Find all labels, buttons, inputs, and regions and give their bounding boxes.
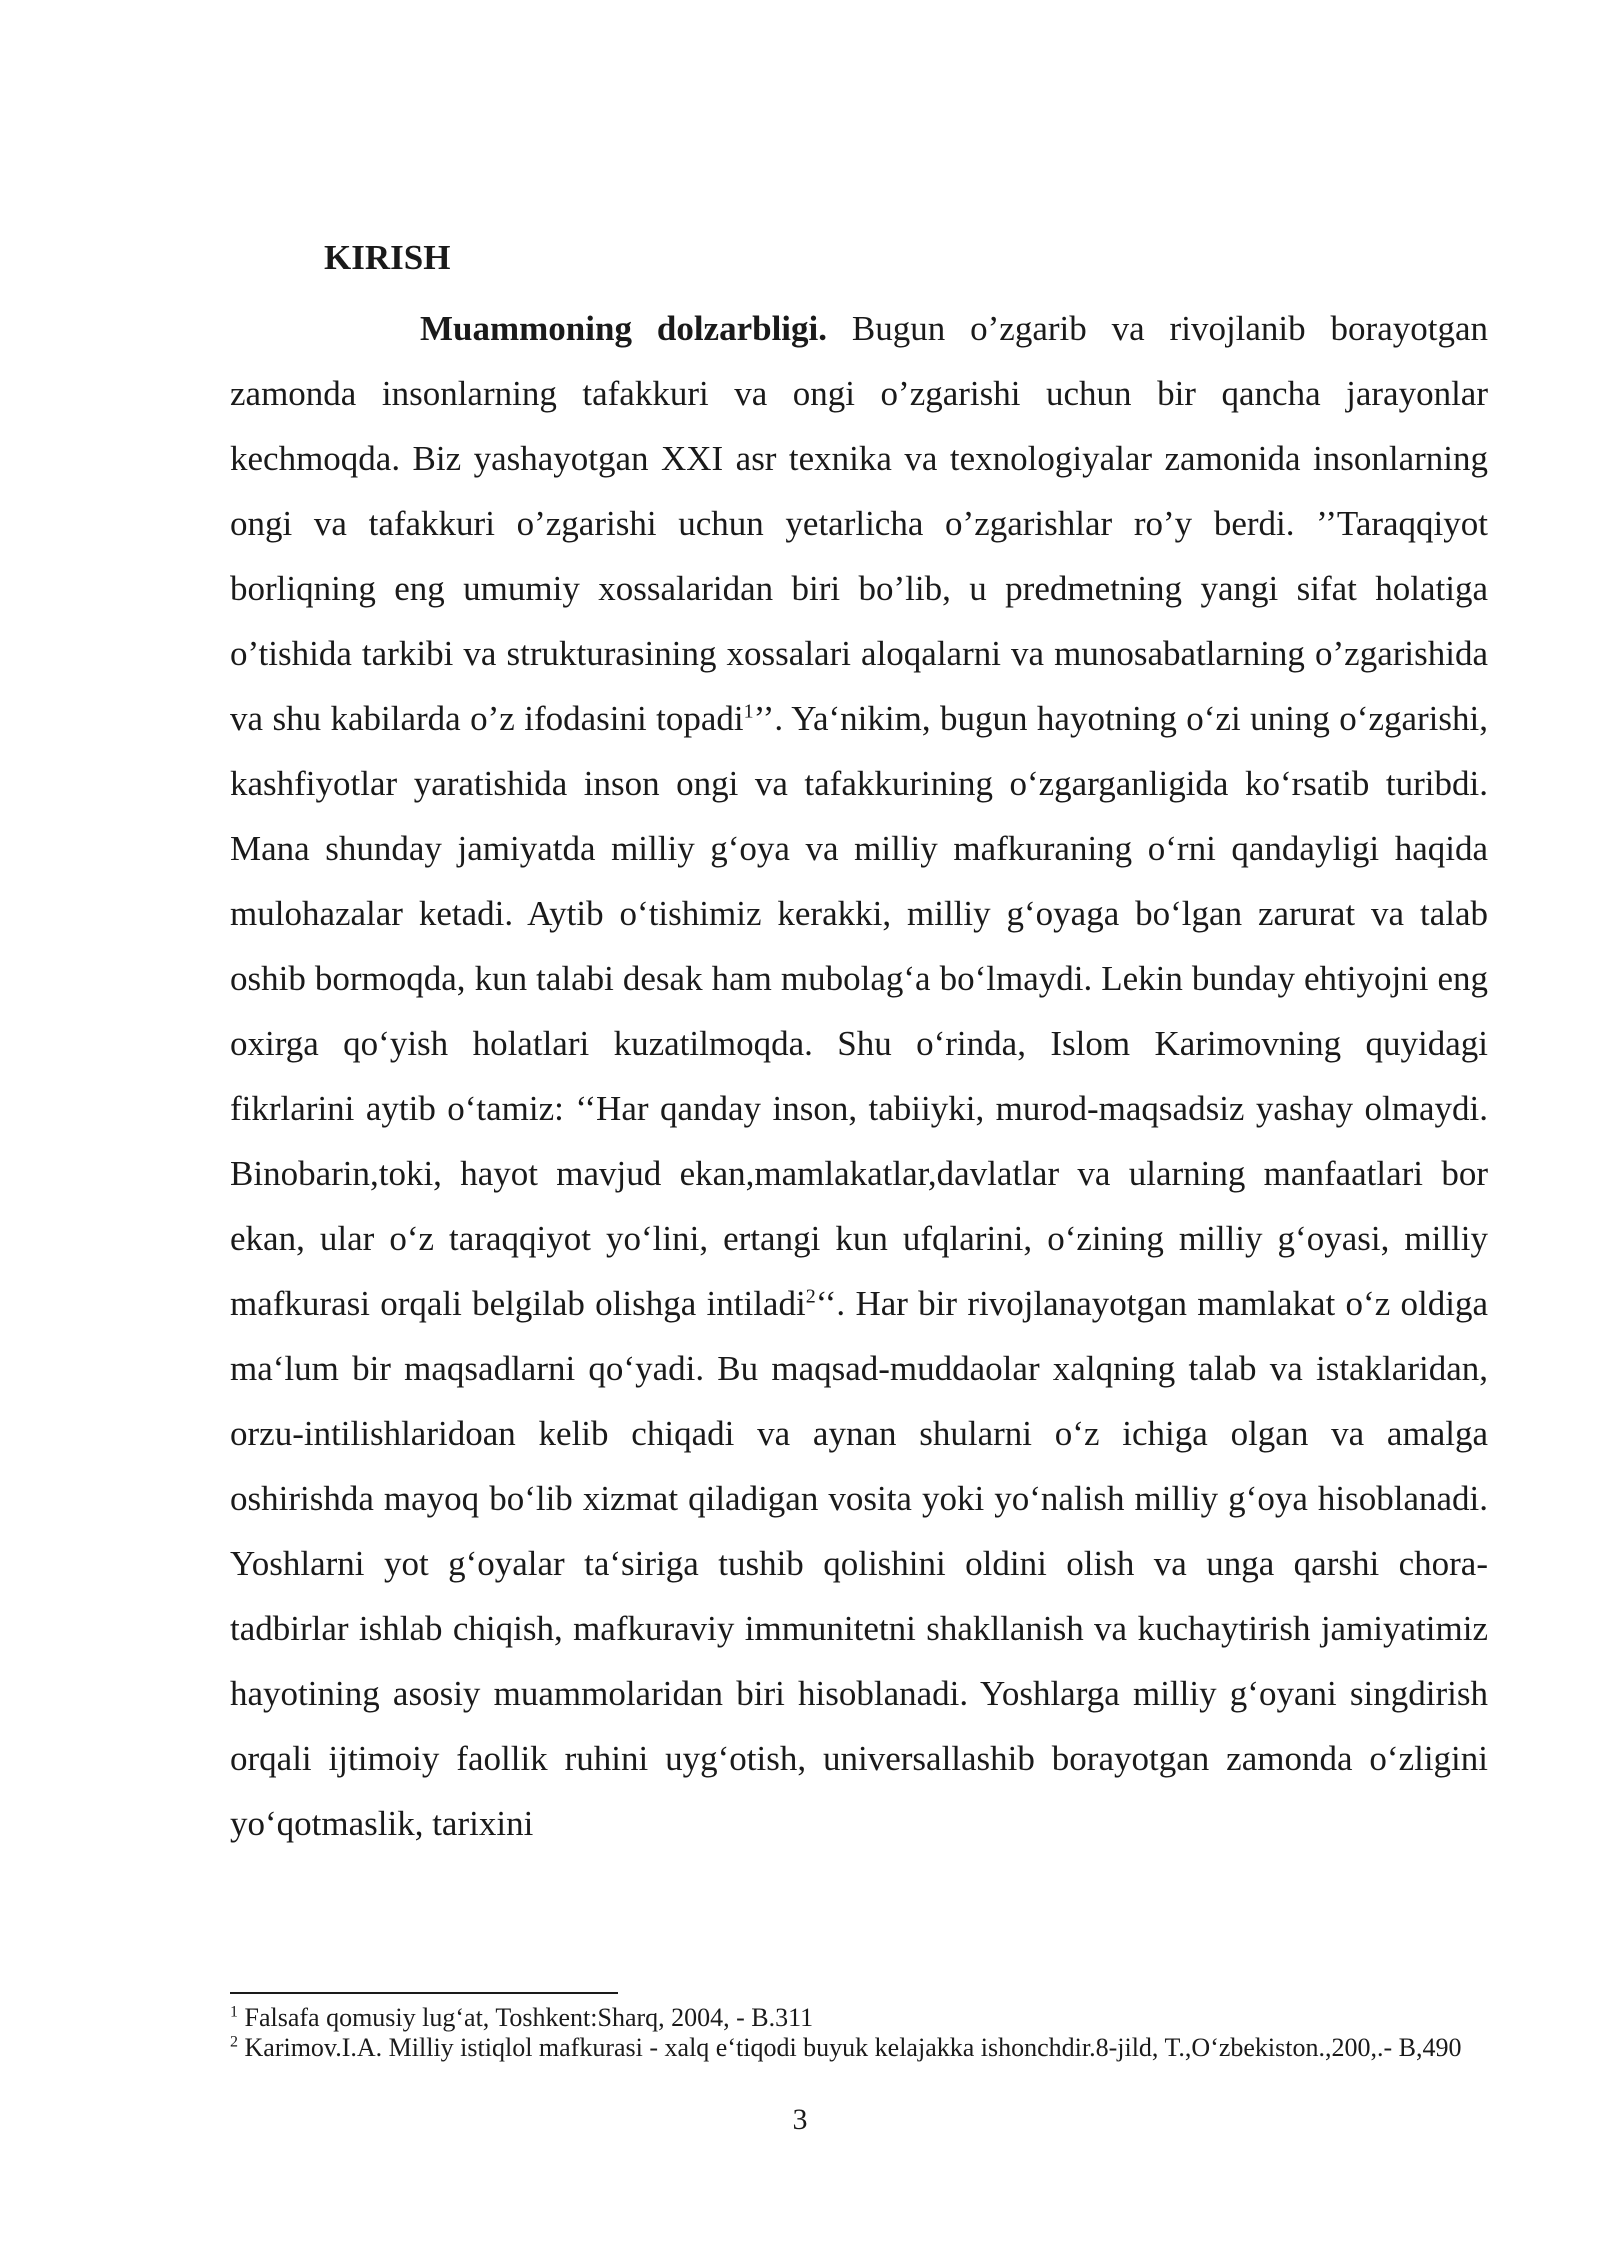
footnote-2 (230, 2033, 1488, 2063)
footnote-mark-1: 1 (230, 2003, 238, 2021)
footnote-ref-1[interactable]: 1 (743, 700, 754, 723)
paragraph-text-2: ’’. Ya‘nikim, bugun hayotning o‘zi uning o‘zgarishi, kashfiyotlar yaratishida inson ongi va tafakkurining o‘zgarganligida ko‘rsatib turibdi. Mana shunday jamiyatda milliy g‘oya va milliy mafkuraning o‘rni qandayligi haqida mulohazalar ketadi. Aytib o‘tishimiz kerakki, milliy g‘oyaga bo‘lgan zarurat va talab oshib bormoqda, kun talabi desak ham mubolag‘a bo‘lmaydi. Lekin bunday ehtiyojni eng oxirga qo‘yish holatlari kuzatilmoqda. Shu o‘rinda, Islom Karimovning quyidagi fikrlarini aytib o‘tamiz: ‘‘Har qanday inson, tabiiyki, murod-maqsadsiz yashay olmaydi. Binobarin,toki, hayot mavjud ekan,mamlakatlar,davlatlar va ularning manfaatlari bor ekan, ular o‘z taraqqiyot yo‘lini, ertangi kun ufqlarini, o‘zining milliy g‘oyasi, milliy mafkurasi orqali belgilab olishga intiladi (230, 699, 1488, 1323)
footnote-mark-2: 2 (230, 2033, 238, 2051)
footnote-ref-2[interactable]: 2 (805, 1285, 816, 1308)
body-paragraph (230, 296, 1488, 1856)
page-number: 3 (792, 2103, 808, 2136)
footnotes (230, 2003, 1488, 2063)
footnote-text-2: Karimov.I.A. Milliy istiqlol mafkurasi - xalq e‘tiqodi buyuk kelajakka ishonchdir.8-jild, T.,O‘zbekiston.,200,.- B,490 (238, 2033, 1462, 2062)
paragraph-text-1: Bugun o’zgarib va rivojlanib borayotgan zamonda insonlarning tafakkuri va ongi o’zgarishi uchun bir qancha jarayonlar kechmoqda. Biz yashayotgan XXI asr texnika va texnologiyalar zamonida insonlarning ongi va tafakkuri o’zgarishi uchun yetarlicha o’zgarishlar ro’y berdi. ’’Taraqqiyot borliqning eng umumiy xossalaridan biri bo’lib, u predmetning yangi sifat holatiga o’tishida tarkibi va strukturasining xossalari aloqalarni va munosabatlarning o’zgarishida va shu kabilarda o’z ifodasini topadi (230, 309, 1488, 738)
section-heading: KIRISH (324, 238, 451, 277)
footnote-divider (230, 1992, 618, 1994)
paragraph-lead: Muammoning dolzarbligi. (420, 309, 828, 348)
footnote-1 (230, 2003, 1488, 2033)
footnote-text-1: Falsafa qomusiy lug‘at, Toshkent:Sharq, 2004, - B.311 (238, 2003, 814, 2032)
paragraph-text-3: ‘‘. Har bir rivojlanayotgan mamlakat o‘z oldiga ma‘lum bir maqsadlarni qo‘yadi. Bu maqsad-muddaolar xalqning talab va istaklaridan, orzu-intilishlaridoan kelib chiqadi va aynan shularni o‘z ichiga olgan va amalga oshirishda mayoq bo‘lib xizmat qiladigan vosita yoki yo‘nalish milliy g‘oya hisoblanadi. Yoshlarni yot g‘oyalar ta‘siriga tushib qolishini oldini olish va unga qarshi chora-tadbirlar ishlab chiqish, mafkuraviy immunitetni shakllanish va kuchaytirish jamiyatimiz hayotining asosiy muammolaridan biri hisoblanadi. Yoshlarga milliy g‘oyani singdirish orqali ijtimoiy faollik ruhini uyg‘otish, universallashib borayotgan zamonda o‘zligini yo‘qotmaslik, tarixini (230, 1284, 1488, 1843)
